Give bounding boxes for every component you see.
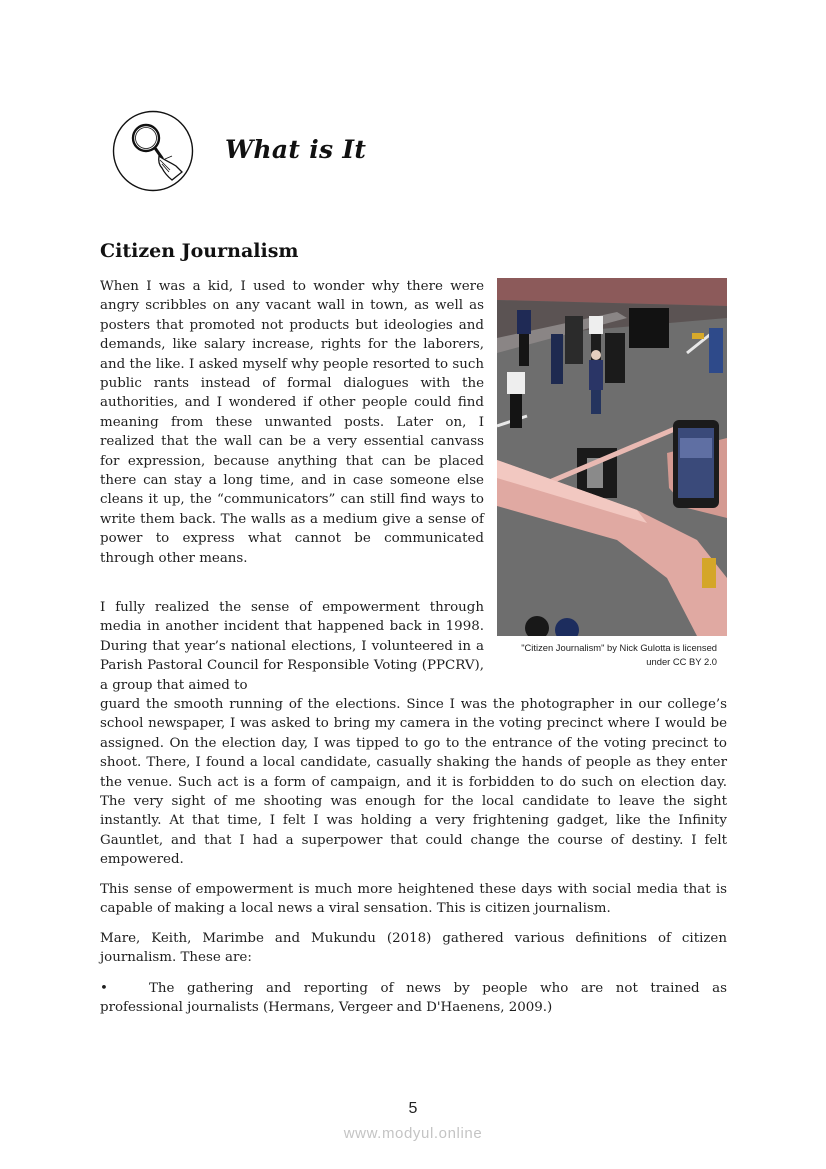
paragraph-empowerment-start: I fully realized the sense of empowerment through media in another incident that happened back in 1998. During that year’s national elections, I volunteered in a Parish Pastoral Council for Responsible Voting (PPCRV), a group that aimed to (100, 600, 484, 693)
caption-line-1: "Citizen Journalism" by Nick Gulotta is licensed (521, 642, 717, 653)
paragraph-wall-scribbles: When I was a kid, I used to wonder why there were angry scribbles on any vacant wall in town, as well as posters that promoted not products but ideologies and demands, like salary increase, rights for the laborers, and the like. I asked myself why people resorted to such public rants instead of formal dialogues with the authorities, and I wondered if other people could find meaning from these unwanted posts. Later on, I realized that the wall can be a very essential canvass for expression, because anything that can be placed there can stay a long time, and in case someone else cleans it up, the “communicators” can still find ways to write them back. The walls as a medium give a sense of power to express what cannot be communicated through other means. (100, 279, 484, 566)
section-heading: What is It (225, 135, 367, 164)
definition-bullet (100, 979, 727, 1018)
watermark: www.modyul.online (343, 1125, 483, 1142)
bullet-rest: professional journalists (Hermans, Vergeer and D'Haenens, 2009.) (100, 1000, 553, 1016)
paragraph-social-media: This sense of empowerment is much more heightened these days with social media that is capable of making a local news a viral sensation. This is citizen journalism. (100, 882, 727, 917)
bullet-marker: • (100, 981, 108, 996)
bullet-first-line: The gathering and reporting of news by people who are not trained as (149, 981, 727, 996)
paragraph-empowerment-continued: guard the smooth running of the elections. Since I was the photographer in our college’s school newspaper, I was asked to bring my camera in the voting precinct where I would be assigned. On the election day, I was tipped to go to the entrance of the voting precinct to shoot. There, I found a local candidate, casually shaking the hands of people as they enter the venue. Such act is a form of campaign, and it is forbidden to do such on election day. The very sight of me shooting was enough for the local candidate to leave the sight instantly. At that time, I felt I was holding a very frightening gadget, like the Infinity Gauntlet, and that I had a superpower that could change the course of destiny. I felt empowered. (100, 697, 727, 868)
page-number: 5 (408, 1100, 418, 1117)
photo-caption (497, 641, 717, 669)
caption-line-2: under CC BY 2.0 (646, 656, 717, 667)
subheading-citizen-journalism: Citizen Journalism (100, 240, 299, 262)
citizen-journalism-photo (497, 278, 727, 636)
paragraph-definitions-intro: Mare, Keith, Marimbe and Mukundu (2018) gathered various definitions of citizen journalism. These are: (100, 931, 727, 966)
magnifying-glass-in-hand-icon (112, 110, 194, 192)
